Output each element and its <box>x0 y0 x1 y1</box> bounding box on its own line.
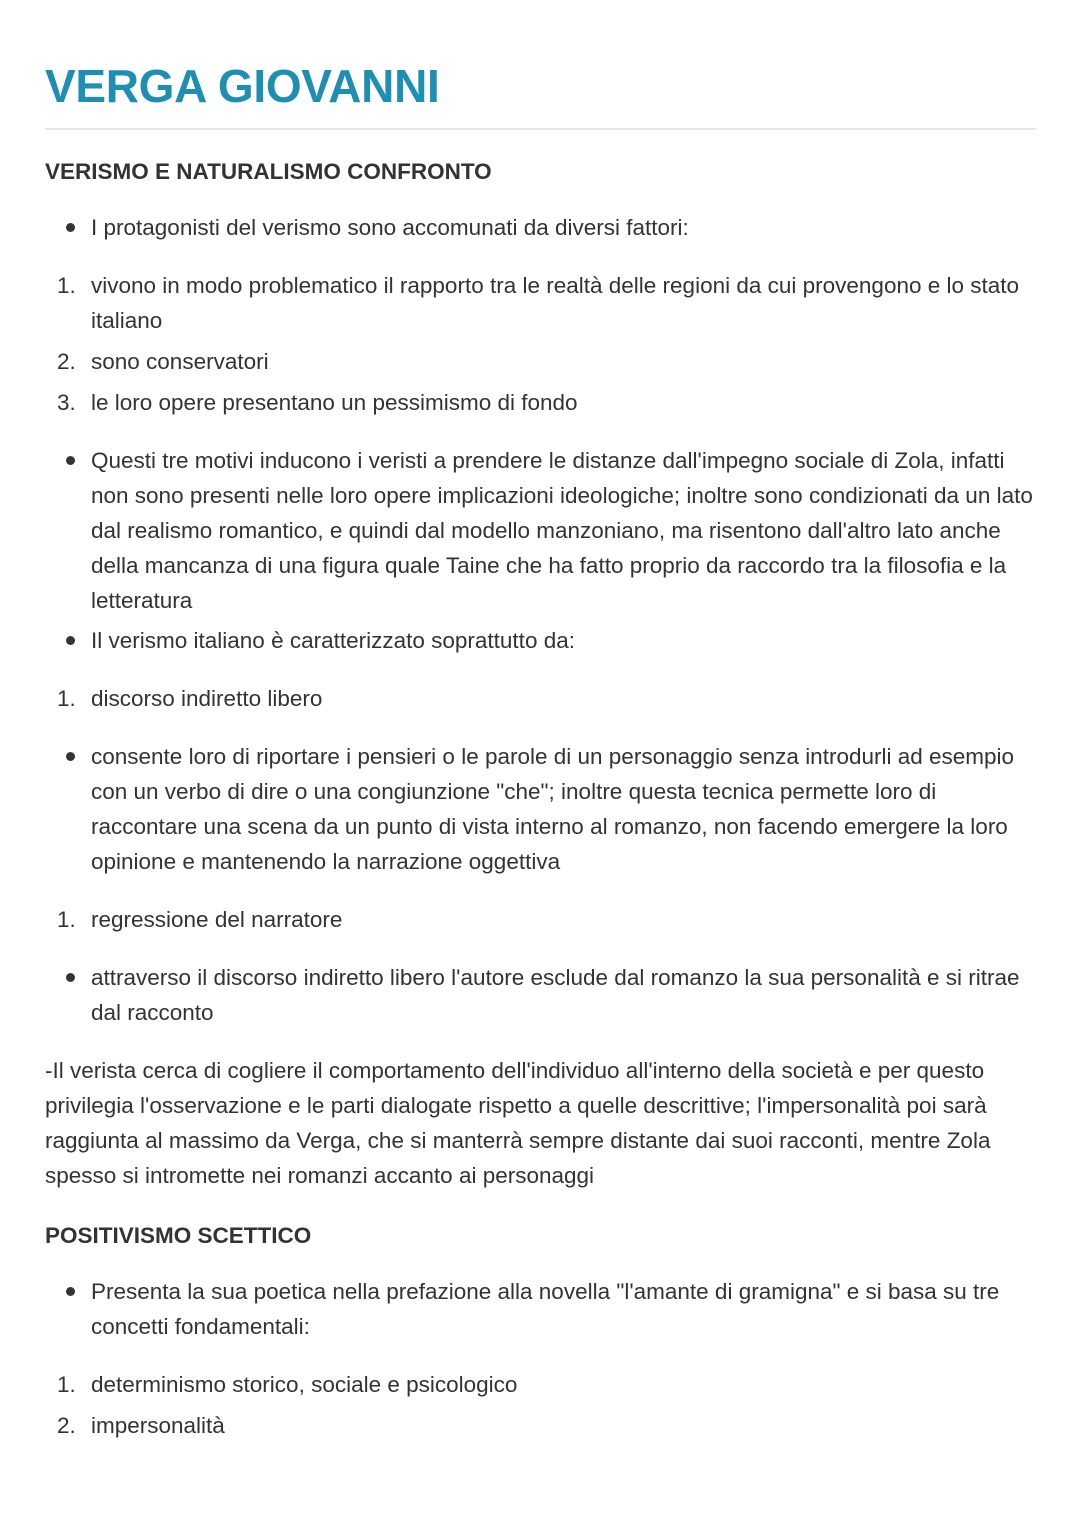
list-item-text: vivono in modo problematico il rapporto tra le realtà delle regioni da cui provengono e lo stato italiano <box>91 273 1020 333</box>
list-item-numbered <box>45 1367 1036 1402</box>
list-item-text: Questi tre motivi inducono i veristi a prendere le distanze dall'impegno sociale di Zola, infatti non sono presenti nelle loro opere implicazioni ideologiche; inoltre sono condizionati da un lato dal realismo romantico, e quindi dal modello manzoniano, ma risentono dall'altro lato anche della mancanza di una figura quale Taine che ha fatto proprio da raccordo tra la filosofia e la letteratura <box>91 448 1033 613</box>
list-item-numbered <box>45 385 1036 420</box>
bullet-dot-icon <box>66 456 75 465</box>
list-item-numbered <box>45 902 1036 937</box>
list-item-text: determinismo storico, sociale e psicologico <box>91 1372 518 1397</box>
list-item-bullet <box>45 443 1036 618</box>
bullet-dot-icon <box>66 223 75 232</box>
section-body-positivismo-scettico <box>45 1274 1036 1443</box>
body-paragraph: -Il verista cerca di cogliere il comportamento dell'individuo all'interno della società e per questo privilegia l'osservazione e le parti dialogate rispetto a quelle descrittive; l'impersonalità poi sarà raggiunta al massimo da Verga, che si manterrà sempre distante dai suoi racconti, mentre Zola spesso si intromette nei romanzi accanto ai personaggi <box>45 1058 991 1188</box>
list-item-number: 1. <box>57 907 76 932</box>
list-item-number: 2. <box>57 349 76 374</box>
list-item-bullet <box>45 623 1036 658</box>
list-item-text: attraverso il discorso indiretto libero l'autore esclude dal romanzo la sua personalità e si ritrae dal racconto <box>91 965 1020 1025</box>
bullet-dot-icon <box>66 1287 75 1296</box>
list-item-numbered <box>45 268 1036 338</box>
list-item-text: discorso indiretto libero <box>91 686 323 711</box>
section-heading-positivismo-scettico: POSITIVISMO SCETTICO <box>45 1223 312 1248</box>
list-item-bullet <box>45 739 1036 879</box>
list-item-text: Il verismo italiano è caratterizzato soprattutto da: <box>91 628 575 653</box>
bullet-dot-icon <box>66 752 75 761</box>
list-item-number: 1. <box>57 686 76 711</box>
list-item-bullet <box>45 210 1036 245</box>
list-item-text: regressione del narratore <box>91 907 343 932</box>
list-item-text: le loro opere presentano un pessimismo di fondo <box>91 390 578 415</box>
list-item-bullet <box>45 1274 1036 1344</box>
list-item-text: consente loro di riportare i pensieri o le parole di un personaggio senza introdurli ad esempio con un verbo di dire o una congiunzione "che"; inoltre questa tecnica permette loro di raccontare una scena da un punto di vista interno al romanzo, non facendo emergere la loro opinione e mantenendo la narrazione oggettiva <box>91 744 1015 874</box>
title-divider <box>45 128 1036 130</box>
list-item-numbered <box>45 344 1036 379</box>
list-item-text: Presenta la sua poetica nella prefazione alla novella "l'amante di gramigna" e si basa su tre concetti fondamentali: <box>91 1279 1000 1339</box>
section-heading-verismo-naturalismo: VERISMO E NATURALISMO CONFRONTO <box>45 159 492 184</box>
list-item-number: 1. <box>57 273 76 298</box>
bullet-dot-icon <box>66 973 75 982</box>
list-item-number: 2. <box>57 1413 76 1438</box>
list-item-numbered <box>45 681 1036 716</box>
list-item-text: I protagonisti del verismo sono accomunati da diversi fattori: <box>91 215 689 240</box>
list-item-text: sono conservatori <box>91 349 269 374</box>
bullet-dot-icon <box>66 636 75 645</box>
list-item-number: 1. <box>57 1372 76 1397</box>
list-item-numbered <box>45 1408 1036 1443</box>
list-item-text: impersonalità <box>91 1413 225 1438</box>
list-item-bullet <box>45 960 1036 1030</box>
section-body-verismo-naturalismo <box>45 210 1036 1193</box>
list-item-number: 3. <box>57 390 76 415</box>
document-title: VERGA GIOVANNI <box>45 60 440 112</box>
